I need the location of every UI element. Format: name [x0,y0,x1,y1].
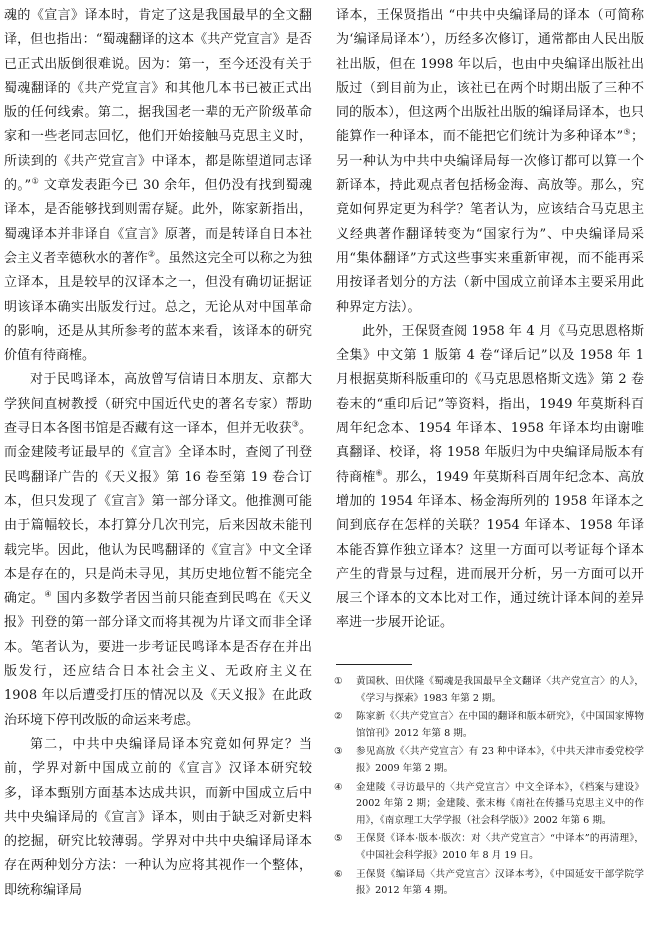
footnote [334,831,644,864]
footnote-text: 王保贤《译本·版本·版次：对〈共产党宣言〉“中译本”的再清理》，《中国社会科学报》2010 年 8 月 19 日。 [356,833,644,861]
paragraph-text: 对于民鸣译本，高放曾写信请日本朋友、京都大学狭间直树教授（研究中国近代史的著名专家）帮助查寻日本各图书馆是否藏有这一译本，但并无收获 [4,372,312,437]
paragraph-text: 译本，王保贤指出 “中共中央编译局的译本（可简称为‘编译局译本’），历经多次修订，通常都由人民出版社出版，但在 1998 年以后，也由中央编译出版社出版过（到目前为止，该社已在两个时期出版了三种不同的版本），但这两个出版社出版的编译局译本，也只能算作一种译本，而不能把它们统计为多种译本” [336,8,644,145]
footnote-marker: ⑤ [623,128,631,138]
paragraph-text: 国内多数学者因当前只能查到民鸣在《天义报》刊登的第一部分译文而将其视为片译文而非全译本。笔者认为，要进一步考证民鸣译本是否存在并出版发行，还应结合日本社会主义、无政府主义在 1908 年以后遭受打压的情况以及《天义报》在此政治环境下停刊改版的命运来考虑。 [4,591,312,728]
footnote-number: ⑥ [334,868,343,880]
footnote-text: 金建陵《寻访最早的〈共产党宣言〉中文全译本》，《档案与建设》2002 年第 2 期；金建陵、张末梅《南社在传播马克思主义中的作用》，《南京理工大学学报（社会科学版）》2002 年第 6 期。 [356,781,644,826]
footnote-number: ④ [334,781,343,793]
footnote-list [334,674,644,902]
footnote-text: 参见高放《〈共产党宣言〉有 23 种中译本》，《中共天津市委党校学报》2009 年第 2 期。 [356,746,644,774]
paragraph-text: 此外，王保贤查阅 1958 年 4 月《马克思恩格斯全集》中文第 1 版第 4 卷“译后记”以及 1958 年 1 月根据莫斯科版重印的《马克思恩格斯文选》第 2 卷卷末的“重印后记”等资料，指出，1949 年莫斯科百周年纪念本、1954 年译本、1958 年译本均由谢唯真翻译、校译，将 1958 年版归为中央编译局版本有待商榷 [336,323,644,485]
footnote-text: 王保贤《编译局〈共产党宣言〉汉译本考》，《中国延安干部学院学报》2012 年第 4 期。 [356,868,644,897]
footnote-number: ① [334,676,343,687]
paragraph-text: 文章发表距今已 30 余年，但仍没有找到蜀魂译本，是否能够找到则需存疑。此外，陈家新指出，蜀魂译本并非译自《宣言》原著，而是转译自日本社会主义者幸德秋水的著作 [4,178,312,266]
footnote [334,780,644,830]
paragraph-text: ；另一种认为中共中央编译局每一次修订都可以算一个新译本，持此观点者包括杨金海、高放等。那么，究竟如何界定更为科学？笔者认为，应该结合马克思主义经典著作翻译转变为“国家行为”、中央编译局采用“集体翻译”方式这些事实来重新审视，而不能再采用按译者划分的方法（新中国成立前译本主要采用此种界定方法）。 [336,129,644,315]
footnote-marker: ② [147,249,156,259]
footnote-marker: ③ [291,419,299,429]
footnote-divider [336,664,412,665]
footnote-text: 陈家新《〈共产党宣言〉在中国的翻译和版本研究》，《中国国家博物馆馆刊》2012 年第 8 期。 [356,711,644,739]
paragraph-text: 第二，中共中央编译局译本究竟如何界定？当前，学界对新中国成立前的《宣言》汉译本研究较多，译本甄别方面基本达成共识，而新中国成立后中共中央编译局的《宣言》译本，则由于缺乏对新史料的挖掘，研究比较薄弱。学界对中共中央编译局译本存在两种划分方法：一种认为应将其视作一个整体，即统称编译局 [4,736,312,898]
footnote-marker: ⑥ [375,468,383,478]
body-paragraph [336,4,644,320]
footnote-number: ② [334,711,343,723]
body-paragraph [336,320,644,636]
footnote-marker: ④ [44,589,53,599]
footnote [334,867,644,900]
footnote [334,674,644,707]
paragraph-text: 魂的《宣言》译本时，肯定了这是我国最早的全文翻译，但也指出：“蜀魂翻译的这本《共产党宣言》是否已正式出版倒很难说。因为：第一，至今还没有关于蜀魂翻译的《共产党宣言》和其他几本书已被正式出版的任何线索。第二，据我国老一辈的无产阶级革命家和一些老同志回忆，他们开始接触马克思主义时，所读到的《共产党宣言》中译本，都是陈望道同志译的。” [4,8,312,194]
paragraph-text: 。虽然这完全可以称之为独立译本，且是较早的汉译本之一，但没有确切证据证明该译本确实出版发行过。总之，无论从对中国革命的影响，还是从其所参考的蓝本来看，该译本的研究价值有待商榷。 [4,250,312,364]
footnote-text: 黄国秋、田伏隆《蜀魂是我国最早全文翻译〈共产党宣言〉的人》，《学习与探索》1983 年第 2 期。 [356,676,644,704]
body-paragraph [4,4,312,368]
body-paragraph [4,733,312,903]
left-text-column [4,4,312,903]
body-paragraph [4,368,312,732]
footnote-number: ③ [334,746,343,758]
paragraph-text: 。而金建陵考证最早的《宣言》全译本时，查阅了刊登民鸣翻译广告的《天义报》第 16 卷至第 19 卷合订本，但只发现了《宣言》第一部分译文。他推测可能由于篇幅较长，本打算分几次刊完，后来因故未能刊载完毕。因此，他认为民鸣翻译的《宣言》中文全译本是存在的，只是尚未寻见，其历史地位暂不能完全确定。 [4,421,312,607]
right-text-column [336,4,644,636]
footnote [334,744,644,777]
footnote-number: ⑤ [334,833,343,845]
paragraph-text: 。那么，1949 年莫斯科百周年纪念本、高放增加的 1954 年译本、杨金海所列的 1958 年译本之间到底存在怎样的关联？1954 年译本、1958 年译本能否算作独立译本？这里一方面可以考证每个译本产生的背景与过程，进而展开分析，另一方面可以开展三个译本的文本比对工作，通过统计译本间的差异率进一步展开论证。 [336,469,644,631]
footnote-marker: ① [31,176,40,186]
footnote [334,709,644,742]
